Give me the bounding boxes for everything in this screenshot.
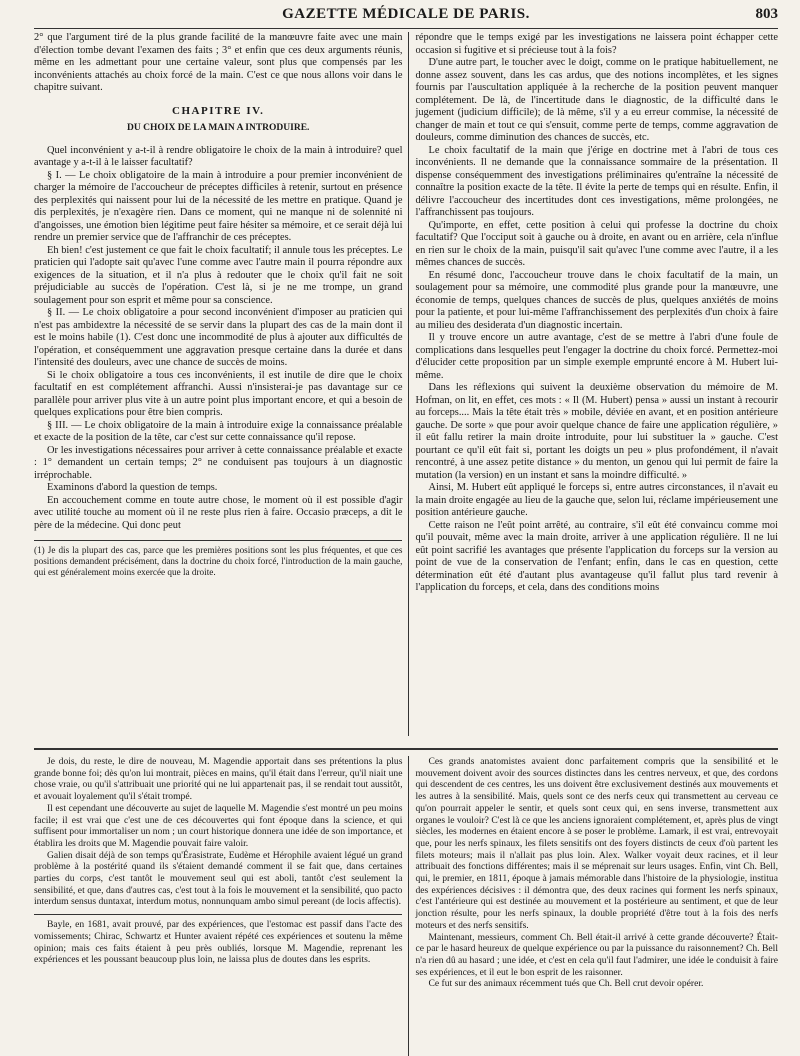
paragraph: Quel inconvénient y a-t-il à rendre obligatoire le choix de la main à introduire? quel avantage y a-t-il à le laisser facultatif? [34, 144, 403, 168]
chapter-heading: CHAPITRE IV. [172, 104, 265, 117]
column-separator [34, 914, 402, 915]
paragraph: Il y trouve encore un autre avantage, c'est de se mettre à l'abri d'une foule de complications dans lesquelles peut l'engager la doctrine du choix forcé. Permettez-moi d'élucider cette proposition par un simple exemple emprunté encore à M. Hubert lui-même. [415, 332, 778, 381]
paragraph: Examinons d'abord la question de temps. [47, 482, 218, 493]
paragraph: Ce fut sur des animaux récemment tués que Ch. Bell crut devoir opérer. [428, 978, 704, 990]
paragraph: § III. — Le choix obligatoire de la main à introduire exige la connaissance préalable et exacte de la position de la tête, car c'est sur cette connaissance qu'il repose. [34, 419, 403, 443]
paragraph: § II. — Le choix obligatoire a pour second inconvénient d'imposer au praticien qui n'est pas ambidextre la nécessité de se servir dans la plupart des cas de la main dont il est le moins habile (1). C'est donc une incommodité de plus à ajouter aux difficultés de l'opération, et conséquemment une aggravation presque certaine dans la durée et dans l'intensité des douleurs, avec une chance de succès de moins. [34, 307, 403, 368]
paragraph: En accouchement comme en toute autre chose, le moment où il est possible d'agir avec utilité touche au moment où il ne reste plus rien à faire. Occasio præceps, a dit le père de la médecine. Qui donc peut [34, 494, 403, 531]
paragraph: Eh bien! c'est justement ce que fait le choix facultatif; il annule tous les préceptes. Le praticien qui l'adopte sait qu'avec l'une comme avec l'autre main il pourra répondre aux exigences de la situation, et il n'a plus à redouter que le choix qu'il fait ne soit préjudiciable au succès de l'opération. C'est là, si je ne me trompe, un grand soulagement pour son esprit et même pour sa conscience. [34, 244, 403, 306]
feuilleton-left-column [34, 756, 409, 1056]
paragraph: Ces grands anatomistes avaient donc parfaitement compris que la sensibilité et le mouvement doivent avoir des sources distinctes dans les centres nerveux, et que, des cordons qui descendent de ces centres, les uns doivent être exclusivement destinés aux mouvements et les autres à la sensibilité. Mais, quels sont ce des nerfs ceux qui transmettent au cerveau ce qu'on pourrait appeler le sentir, et quels sont ceux qui, en sens inverse, transmettent aux organes le vouloir? C'est là ce que les anciens ignoraient complétement, et, après plus de vingt siècles, les modernes en étaient encore à se poser le problème. Lamark, il est vrai, entrevoyait que, pour les nerfs spinaux, les filets sensitifs ont des foyers distincts de ceux d'où partent les filets moteurs; mais il n'allait pas plus loin. Alex. Walker voyait deux racines, et il leur attribuait des fonctions différentes; mais il se méprenait sur leurs usages. Enfin, vint Ch. Bell, qui, le premier, en 1811, époque à jamais mémorable dans l'histoire de la physiologie, institua des expériences décisives : il démontra que, des deux racines qui forment les nerfs spinaux, c'est l'antérieure qui est destinée au mouvement et la postérieure au sentiment, et que de leur jonction résulte, pour les nerfs spinaux, la double propriété d'être tout à la fois des nerfs moteurs et des nerfs sensitifs. [415, 756, 778, 931]
feuilleton-right-column [409, 756, 778, 1056]
paragraph: D'une autre part, le toucher avec le doigt, comme on le pratique habituellement, ne donne assez souvent, dans les cas ardus, que des notions incomplètes, et les signes fournis par l'auscultation appliquée à la recherche de la position peuvent manquer complétement. De là, de l'incertitude dans le diagnostic, de la difficulté dans le jugement (judicium difficile); de là même, s'il y a eu erreur commise, la nécessité de changer de main et tout ce qui s'ensuit, comme perte de temps, comme aggravation de douleurs, comme diminution des chances de succès, etc. [415, 57, 778, 143]
paragraph: Ainsi, M. Hubert eût appliqué le forceps si, entre autres circonstances, il n'avait eu la main droite engagée au lieu de la gauche que, selon lui, réclame impérieusement une position antérieure gauche. [415, 482, 778, 518]
left-column [34, 32, 409, 736]
paragraph: En résumé donc, l'accoucheur trouve dans le choix facultatif de la main, un soulagement pour sa mémoire, une commodité plus grande pour la manœuvre, une économie de temps, quelques chances de succès de plus, quelques anxiétés de moins pour la patiente, et pour lui-même l'affranchissement des perplexités d'un choix à faire au milieu des desiderata d'un diagnostic incertain. [415, 269, 778, 331]
paragraph: Or les investigations nécessaires pour arriver à cette connaissance préalable et exacte : 1° demandent un certain temps; 2° ne conduisent pas toujours à un diagnostic irréprochable. [34, 444, 403, 481]
paragraph: Le choix facultatif de la main que j'érige en doctrine met à l'abri de tous ces inconvénients. Il ne demande que la connaissance sommaire de la présentation. Il dispense conséquemment des investigations préliminaires qu'entraîne la nécessité de connaître la position exacte de la tête. Il évite la perte de temps qui en résulte. Enfin, il délivre l'accoucheur des incertitudes dont ces investigations, même prolongées, ne l'affranchissent pas toujours. [415, 144, 778, 218]
journal-title: GAZETTE MÉDICALE DE PARIS. [282, 6, 530, 22]
page-header [34, 6, 778, 29]
right-column [409, 32, 778, 736]
paragraph: Maintenant, messieurs, comment Ch. Bell était-il arrivé à cette grande découverte? Était-ce par le hasard heureux de quelque expérience ou par la puissance du raisonnement? Ch. Bell n'a rien dû au hasard ; une idée, et c'est en cela qu'il faut l'admirer, une idée le conduisit à faire ses expériences, et il eut le bon esprit de les raisonner. [415, 931, 778, 978]
paragraph: Il est cependant une découverte au sujet de laquelle M. Magendie s'est montré un peu moins facile; il est vrai que c'est une de ces découvertes qui font époque dans la science, et qui suffisent pour immortaliser un nom ; un court historique donnera une idée de son importance, et établira les droits que M. Magendie pouvait faire valoir. [34, 802, 403, 849]
paragraph: Dans les réflexions qui suivent la deuxième observation du mémoire de M. Hofman, on lit, en effet, ces mots : « Il (M. Hubert) pensa » aussi un instant à recourir au forceps.... Mais la tête était très » mobile, déviée en avant, et en position antérieure gauche. De sorte » que pour avoir quelque chance de faire une application régulière, » il eût fallu retirer la main droite introduite, pour lui substituer la » gauche. C'est pourtant ce qu'il eût fait si, portant les doigts un peu » plus profondément, il n'avait rencontré, à une assez petite distance » du menton, un genou qui lui permit de faire la mutation (la version) en un instant et sans la moindre difficulté. » [415, 382, 778, 481]
paragraph: Cette raison ne l'eût point arrêté, au contraire, s'il eût été convaincu comme moi qu'il pouvait, même avec la main droite, arriver à une application régulière. Il ne lui eût point sacrifié les avantages que présente l'application du forceps sur la version au point de vue de la conservation de l'enfant; enfin, dans le cas en question, cette détermination eût été d'autant plus avantageuse qu'il fallut plus tard revenir à l'application du forceps, et cela, dans des conditions moins [415, 519, 778, 593]
feuilleton-divider [34, 748, 778, 750]
paragraph: Galien disait déjà de son temps qu'Érasistrate, Eudème et Hérophile avaient légué un grand problème à la postérité quand ils s'étaient demandé comment il se fait que, dans certaines parties du corps, c'est tantôt le mouvement seul qui est aboli, tantôt c'est seulement la sensibilité, et que, dans d'autres cas, c'est tout à la fois le mouvement et la sensibilité, quo pacto interdum sensus duntaxat, interdum motus, nonnunquam ambo simul pereant (de locis affectis). [34, 849, 403, 908]
feuilleton [34, 756, 778, 1056]
paragraph: Je dois, du reste, le dire de nouveau, M. Magendie apportait dans ses prétentions la plus grande bonne foi; dès qu'on lui montrait, pièces en mains, qu'il était dans l'erreur, qu'il niait une chose vraie, ou qu'il s'attribuait une priorité qui ne lui appartenait pas, il se rendait tout aussitôt, et avouait loyalement qu'il s'était trompé. [34, 756, 403, 803]
section-title: DU CHOIX DE LA MAIN A INTRODUIRE. [127, 123, 310, 133]
paragraph: § I. — Le choix obligatoire de la main à introduire a pour premier inconvénient de charger la mémoire de l'accoucheur de préceptes difficiles à retenir, surtout en présence des perplexités qui naissent pour lui de la nécessité de les mettre en pratique. Quand je dis perplexités, je n'exagère rien. Dans ce moment, qui ne manque ni de solennité ni d'angoisses, une émotion bien légitime peut faire hésiter sa mémoire, et ce serait déjà lui rendre un premier service que de l'affranchir de ces préceptes. [34, 169, 403, 243]
paragraph: Si le choix obligatoire a tous ces inconvénients, il est inutile de dire que le choix facultatif en est complétement affranchi. Aussi n'insisterai-je pas davantage sur ce parallèle pour arriver plus vite à un autre point plus important encore, et qui a besoin de quelques explications pour être bien compris. [34, 369, 403, 418]
intro-paragraph: 2° que l'argument tiré de la plus grande facilité de la manœuvre faite avec une main d'élection tombe devant l'examen des faits ; 3° et enfin que ces deux arguments réunis, même en les admettant pour une certaine valeur, sont plus que compensés par les inconvénients attachés au choix forcé de la main. C'est ce que nous allons voir dans le chapitre suivant. [34, 32, 403, 93]
paragraph: Qu'importe, en effet, cette position à celui qui professe la doctrine du choix facultatif? Que l'occiput soit à gauche ou à droite, en avant ou en arrière, cela n'influe en rien sur le choix de la main, puisqu'il sait qu'avec l'une comme avec l'autre, il a les mêmes chances de succès. [415, 219, 778, 268]
page-number: 803 [755, 6, 778, 22]
main-article [34, 32, 778, 736]
footnote: (1) Je dis la plupart des cas, parce que les premières positions sont les plus fréquentes, et que ces positions demandent précisément, dans la doctrine du choix forcé, l'introduction de la main gauche, qui est généralement moins exercée que la droite. [34, 540, 402, 578]
paragraph: Bayle, en 1681, avait prouvé, par des expériences, que l'estomac est passif dans l'acte des vomissements; Chirac, Schwartz et Hunter avaient répété ces expériences et soutenu la même opinion; mais ces faits étaient à peu près oubliés, lorsque M. Magendie, reprenant les expériences et les poussant beaucoup plus loin, ne laissa plus de doutes dans les esprits. [34, 919, 403, 966]
paragraph: répondre que le temps exigé par les investigations ne laissera point échapper cette occasion si fugitive et si précieuse tout à la fois? [415, 32, 778, 56]
